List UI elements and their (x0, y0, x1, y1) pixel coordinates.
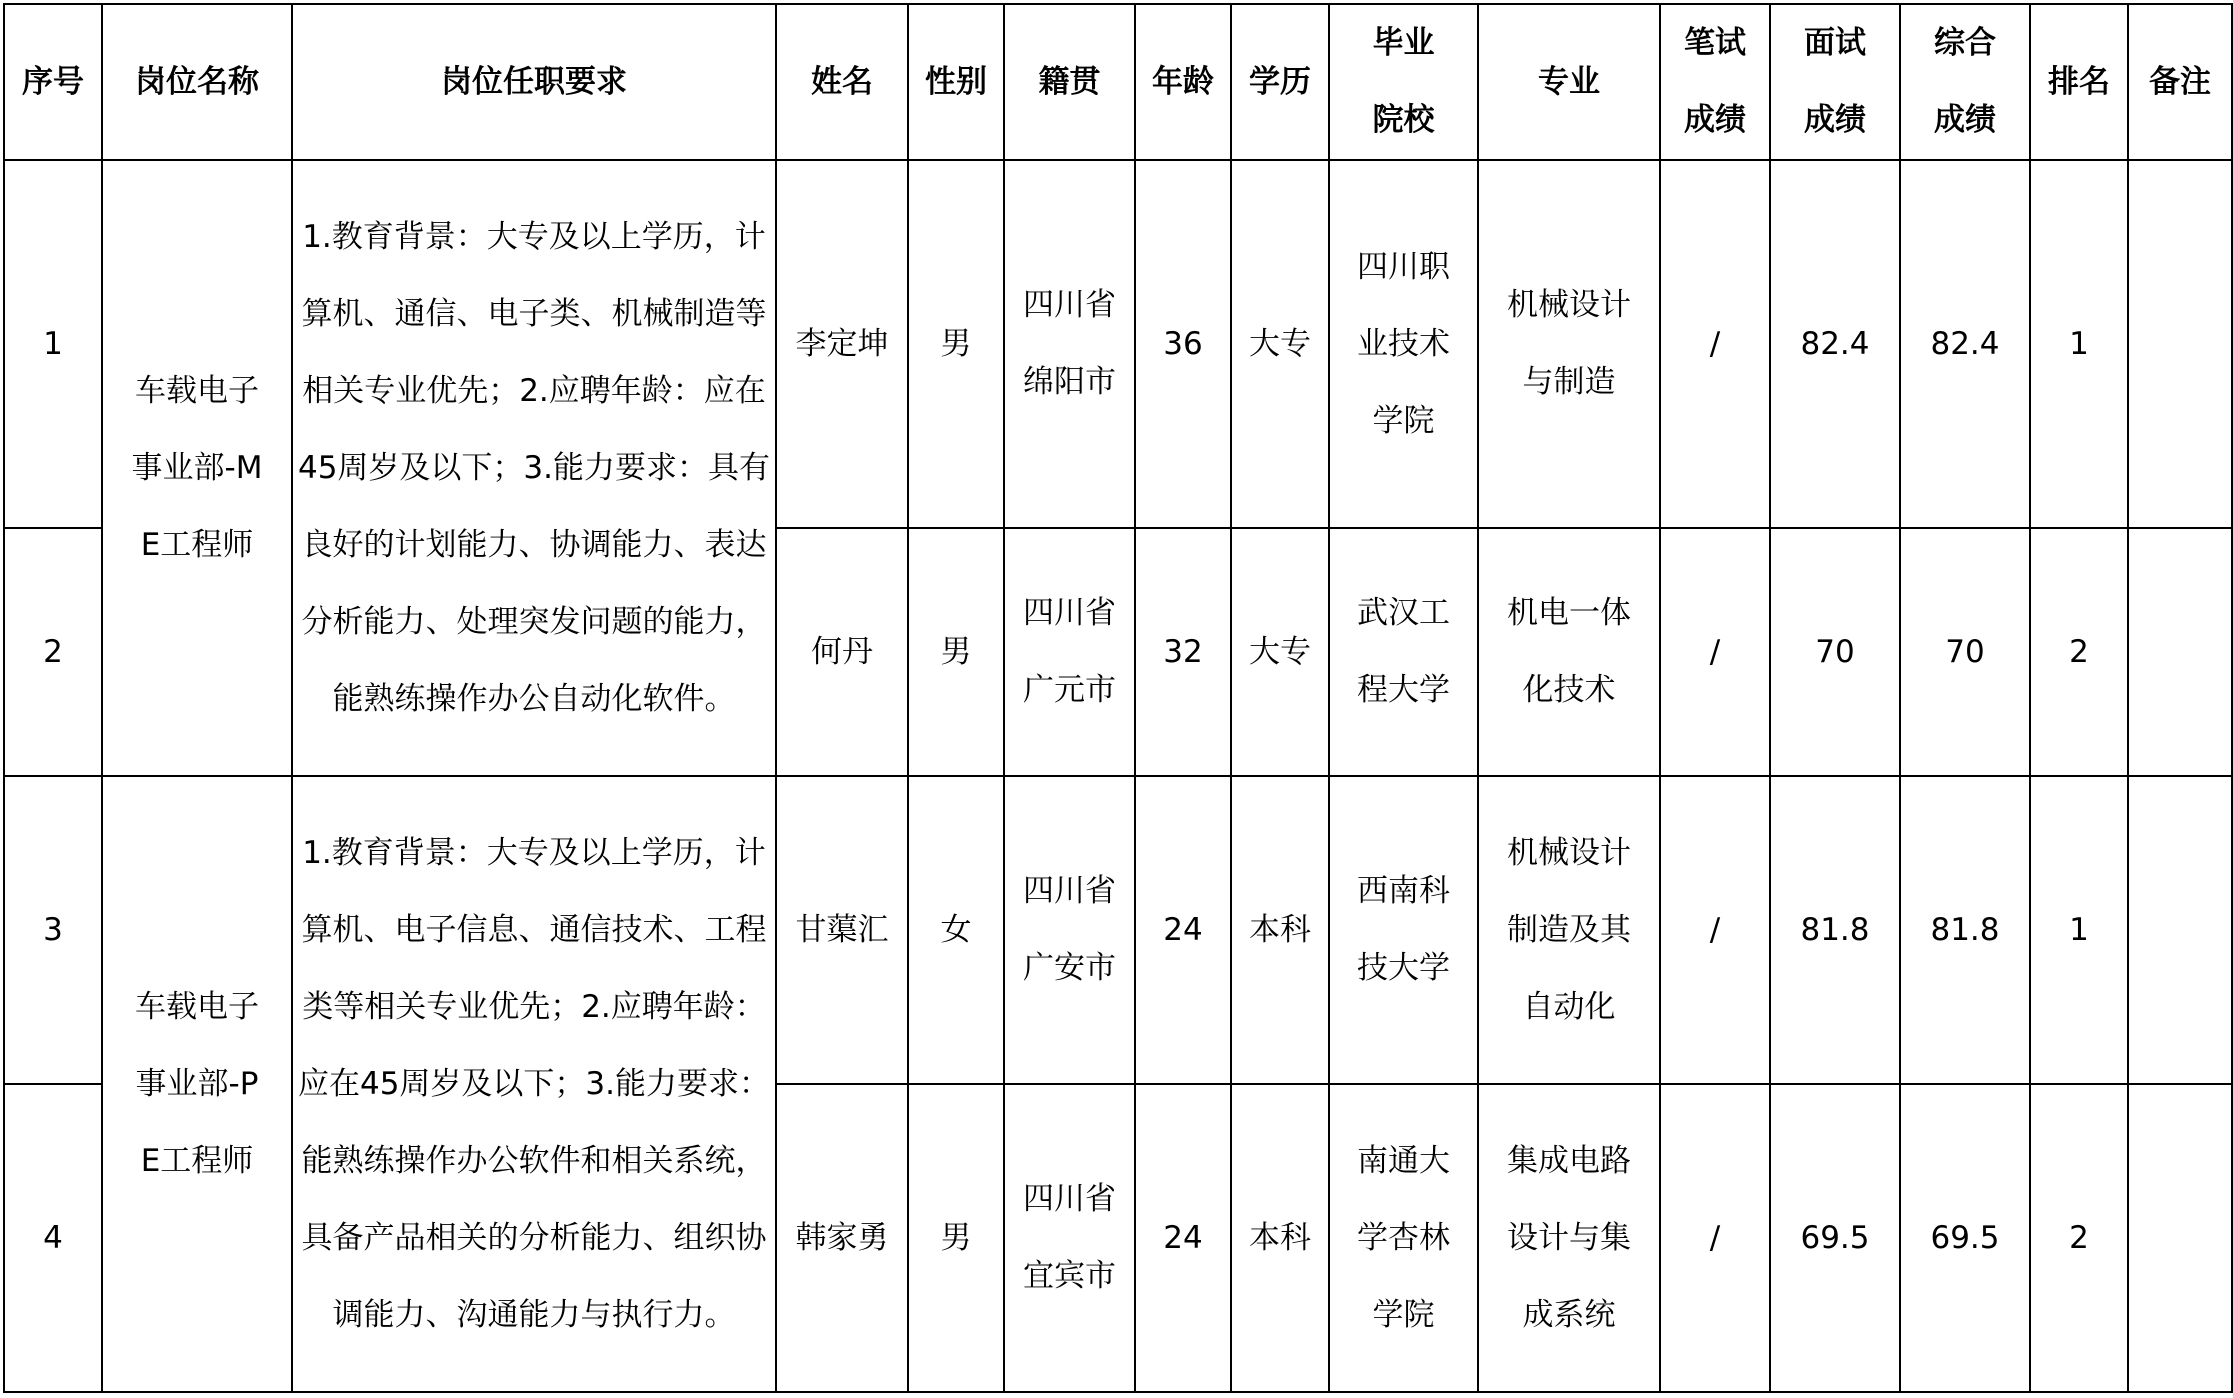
header-position: 岗位名称 (102, 4, 292, 160)
cell-name: 李定坤 (776, 160, 908, 528)
header-row (4, 4, 2232, 160)
header-requirements: 岗位任职要求 (292, 4, 776, 160)
header-total: 综合成绩 (1934, 25, 1996, 138)
header-no: 序号 (4, 4, 102, 160)
cell-origin: 四川省广安市 (1023, 873, 1116, 986)
header-name: 姓名 (776, 4, 908, 160)
cell-name: 甘蕖汇 (776, 776, 908, 1084)
cell-position: 车载电子事业部-ME工程师 (131, 372, 263, 563)
cell-rank: 2 (2030, 1084, 2128, 1392)
cell-rank: 1 (2030, 160, 2128, 528)
cell-education: 大专 (1231, 160, 1329, 528)
header-interview: 面试成绩 (1804, 25, 1866, 138)
cell-written: / (1660, 160, 1770, 528)
cell-name: 何丹 (776, 528, 908, 776)
cell-major: 集成电路设计与集成系统 (1507, 1142, 1631, 1333)
cell-remark (2128, 1084, 2232, 1392)
cell-total: 82.4 (1900, 160, 2030, 528)
cell-origin: 四川省宜宾市 (1023, 1181, 1116, 1294)
cell-requirements: 1.教育背景：大专及以上学历，计算机、电子信息、通信技术、工程类等相关专业优先；2.应聘年龄：应在45周岁及以下；3.能力要求：能熟练操作办公软件和相关系统，具备产品相关的分析能力、组织协调能力、沟通能力与执行力。 (292, 776, 776, 1392)
cell-age: 24 (1135, 1084, 1231, 1392)
cell-rank: 1 (2030, 776, 2128, 1084)
cell-interview: 82.4 (1770, 160, 1900, 528)
cell-rank: 2 (2030, 528, 2128, 776)
cell-no: 1 (4, 160, 102, 528)
cell-total: 70 (1900, 528, 2030, 776)
cell-education: 大专 (1231, 528, 1329, 776)
cell-name: 韩家勇 (776, 1084, 908, 1392)
cell-origin: 四川省广元市 (1023, 595, 1116, 708)
cell-written: / (1660, 528, 1770, 776)
cell-gender: 男 (908, 160, 1004, 528)
cell-school: 南通大学杏林学院 (1357, 1142, 1450, 1333)
header-school: 毕业院校 (1372, 25, 1435, 138)
cell-written: / (1660, 776, 1770, 1084)
cell-school: 武汉工程大学 (1357, 595, 1450, 708)
cell-remark (2128, 160, 2232, 528)
cell-school: 西南科技大学 (1357, 873, 1450, 986)
cell-interview: 70 (1770, 528, 1900, 776)
cell-major: 机械设计与制造 (1507, 287, 1631, 400)
cell-gender: 女 (908, 776, 1004, 1084)
header-age: 年龄 (1135, 4, 1231, 160)
cell-education: 本科 (1231, 776, 1329, 1084)
cell-age: 36 (1135, 160, 1231, 528)
header-rank: 排名 (2030, 4, 2128, 160)
cell-gender: 男 (908, 528, 1004, 776)
cell-total: 69.5 (1900, 1084, 2030, 1392)
cell-interview: 81.8 (1770, 776, 1900, 1084)
cell-written: / (1660, 1084, 1770, 1392)
header-remark: 备注 (2128, 4, 2232, 160)
header-gender: 性别 (908, 4, 1004, 160)
header-written: 笔试成绩 (1684, 25, 1746, 138)
cell-origin: 四川省绵阳市 (1023, 287, 1116, 400)
cell-no: 2 (4, 528, 102, 776)
cell-remark (2128, 528, 2232, 776)
header-major: 专业 (1478, 4, 1660, 160)
cell-education: 本科 (1231, 1084, 1329, 1392)
cell-total: 81.8 (1900, 776, 2030, 1084)
cell-age: 32 (1135, 528, 1231, 776)
header-origin: 籍贯 (1004, 4, 1135, 160)
cell-major: 机电一体化技术 (1507, 595, 1631, 708)
cell-interview: 69.5 (1770, 1084, 1900, 1392)
table-row (4, 160, 2232, 528)
candidate-table (3, 3, 2233, 1393)
cell-no: 4 (4, 1084, 102, 1392)
cell-requirements: 1.教育背景：大专及以上学历，计算机、通信、电子类、机械制造等相关专业优先；2.应聘年龄：应在45周岁及以下；3.能力要求：具有良好的计划能力、协调能力、表达分析能力、处理突发问题的能力，能熟练操作办公自动化软件。 (292, 160, 776, 776)
cell-gender: 男 (908, 1084, 1004, 1392)
cell-remark (2128, 776, 2232, 1084)
cell-school: 四川职业技术学院 (1357, 248, 1450, 439)
header-education: 学历 (1231, 4, 1329, 160)
cell-major: 机械设计制造及其自动化 (1507, 834, 1631, 1025)
cell-age: 24 (1135, 776, 1231, 1084)
cell-position: 车载电子事业部-PE工程师 (135, 988, 259, 1179)
cell-no: 3 (4, 776, 102, 1084)
table-row (4, 776, 2232, 1084)
